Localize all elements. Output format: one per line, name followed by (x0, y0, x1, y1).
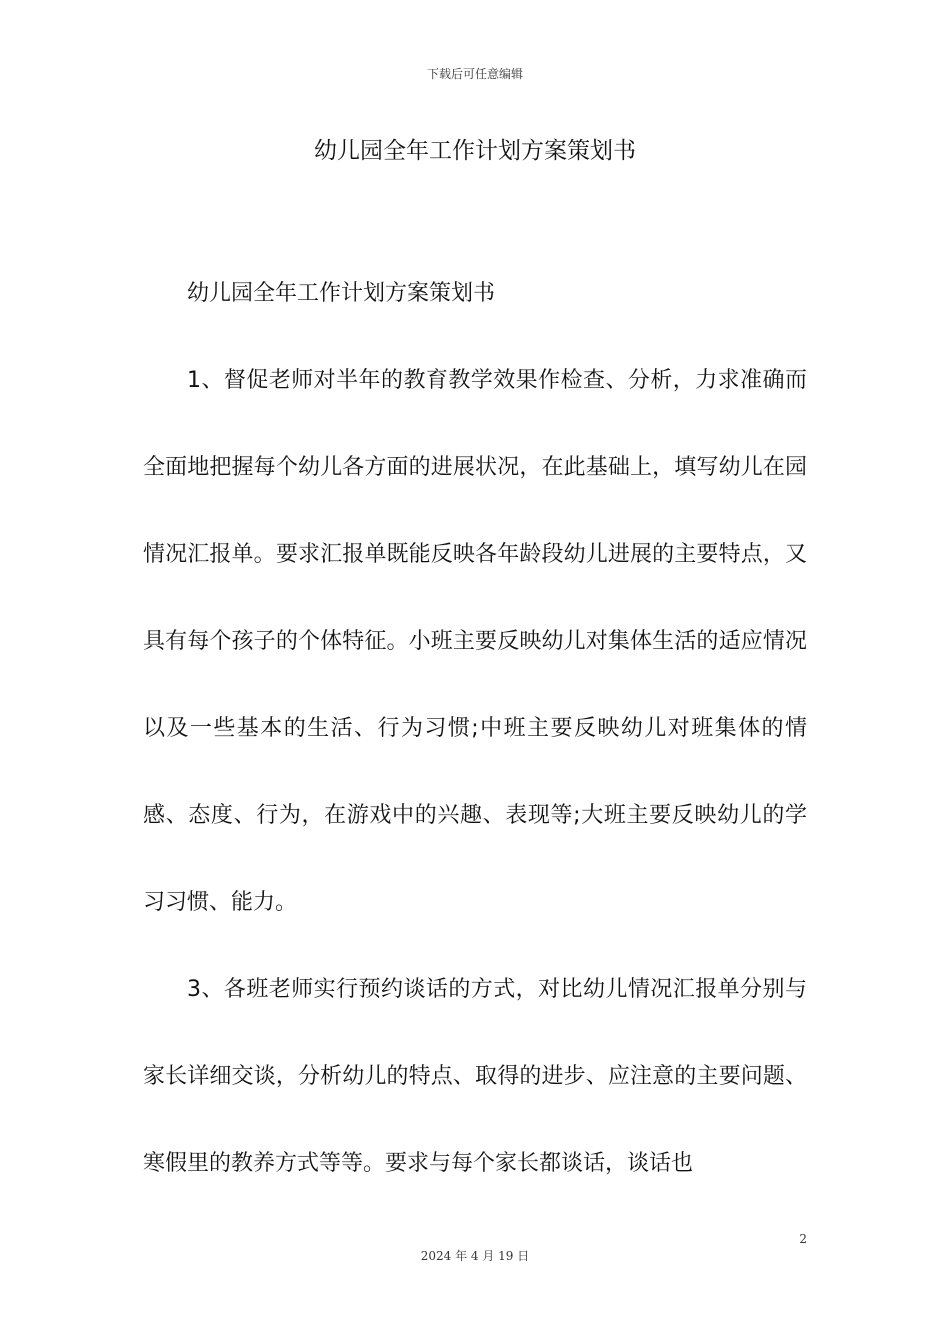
body-paragraph-3: 3、各班老师实行预约谈话的方式，对比幼儿情况汇报单分别与家长详细交谈，分析幼儿的特点、取得的进步、应注意的主要问题、寒假里的教养方式等等。要求与每个家长都谈话，谈话也 (143, 977, 807, 1176)
page-number: 2 (799, 1232, 807, 1246)
header-note: 下载后可任意编辑 (426, 67, 523, 81)
footer-date: 2024 年 4 月 19 日 (420, 1249, 530, 1263)
body-paragraph-heading: 幼儿园全年工作计划方案策划书 (187, 281, 496, 306)
body-paragraph-1: 1、督促老师对半年的教育教学效果作检查、分析，力求准确而全面地把握每个幼儿各方面的进展状况，在此基础上，填写幼儿在园情况汇报单。要求汇报单既能反映各年龄段幼儿进展的主要特点，又具有每个孩子的个体特征。小班主要反映幼儿对集体生活的适应情况以及一些基本的生活、行为习惯;中班主要反映幼儿对班集体的情感、态度、行为，在游戏中的兴趣、表现等;大班主要反映幼儿的学习习惯、能力。 (143, 368, 807, 915)
document-title: 幼儿园全年工作计划方案策划书 (314, 138, 636, 164)
document-body (143, 250, 807, 1207)
